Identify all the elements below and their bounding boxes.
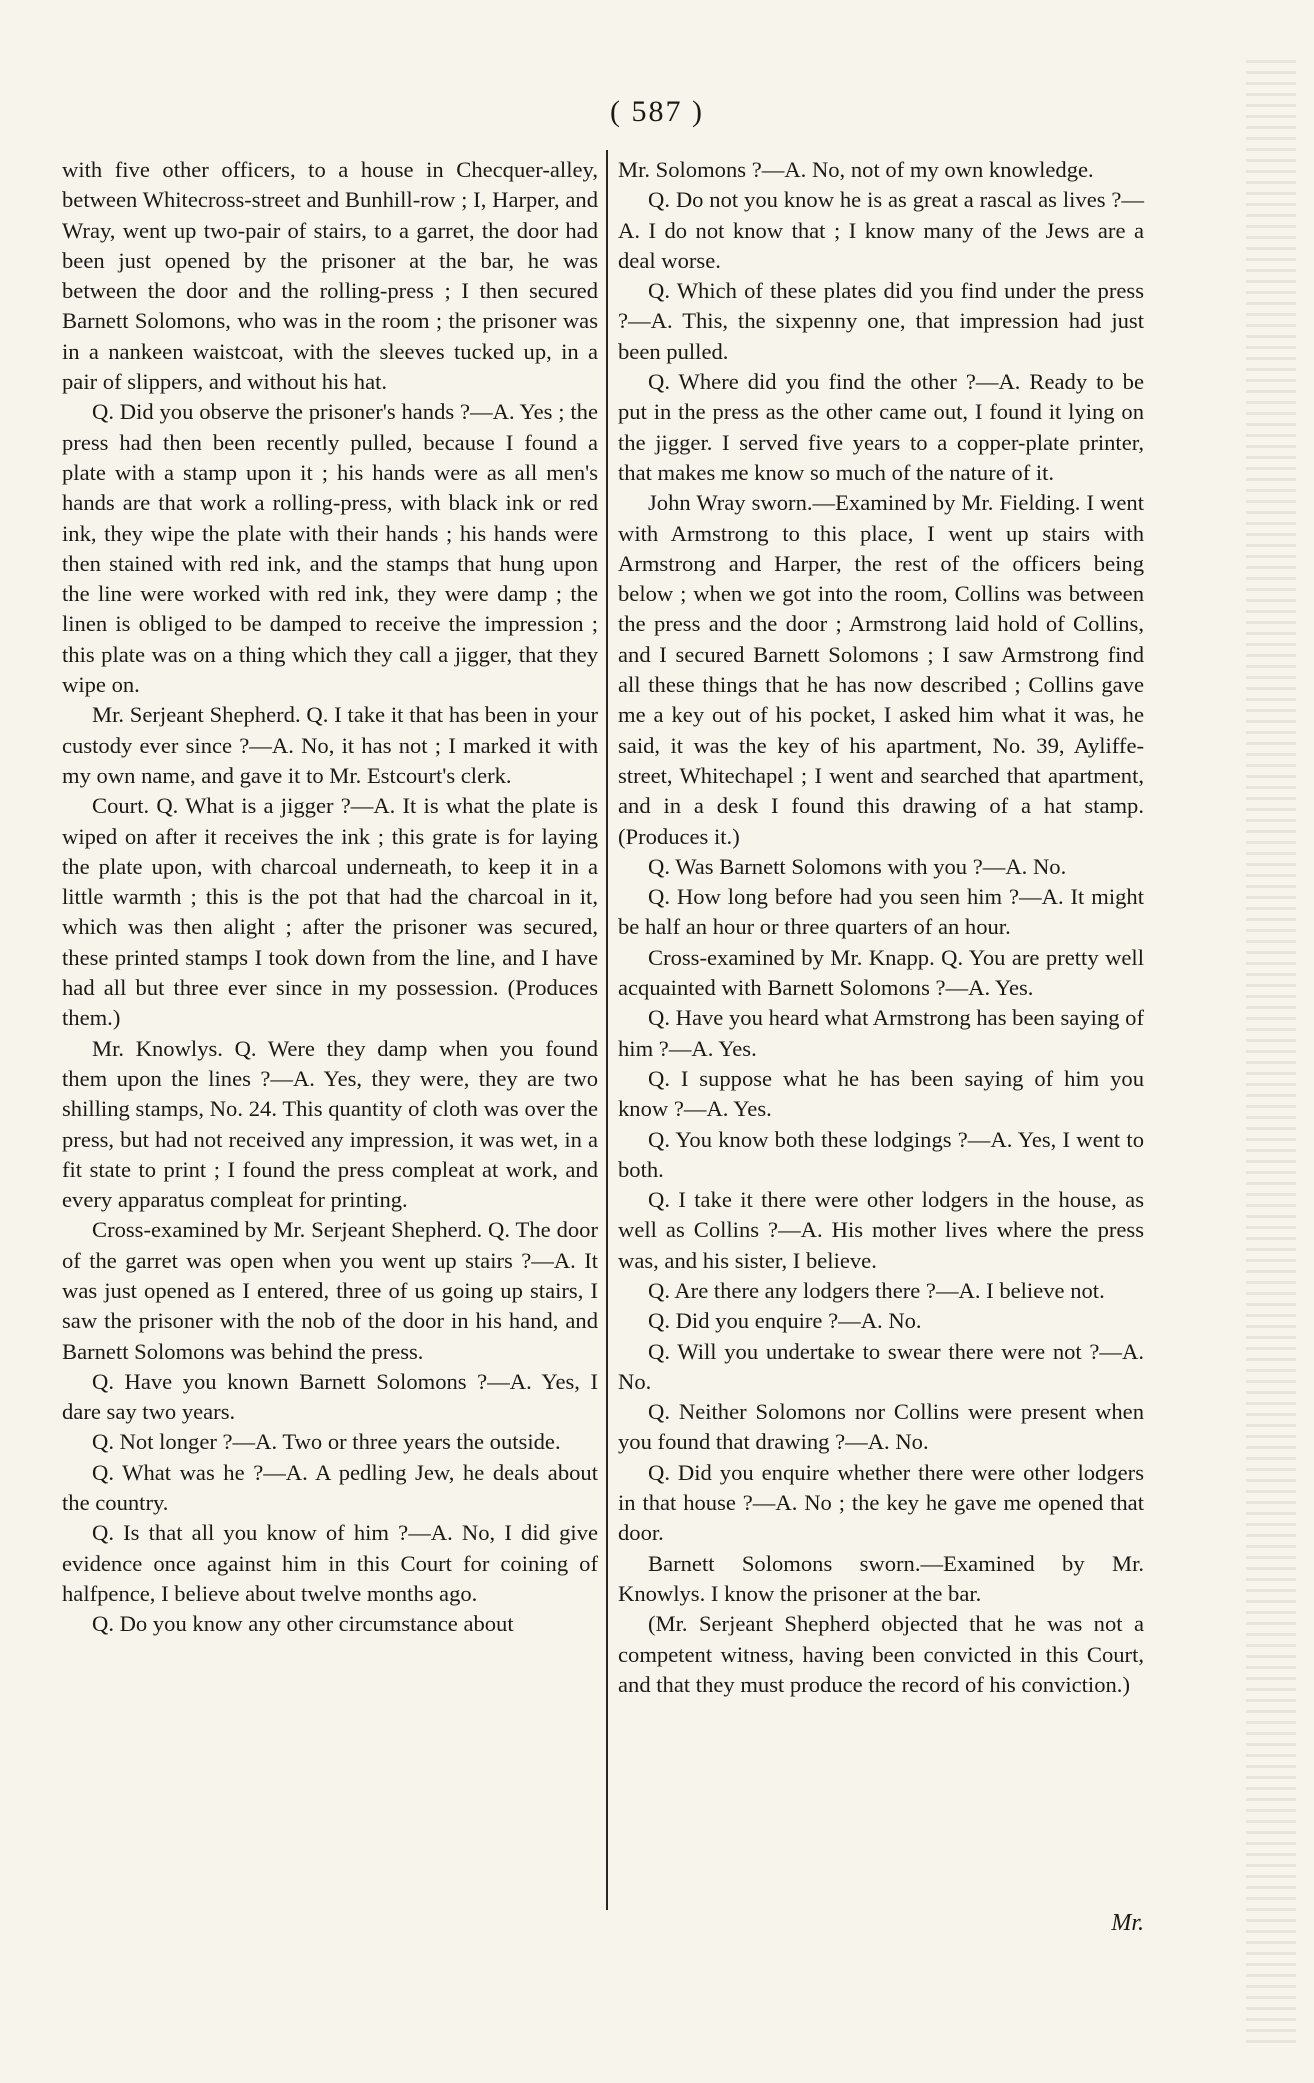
paragraph: Q. Not longer ?—A. Two or three years the outside. (92, 1429, 561, 1455)
paragraph: Q. Have you known Barnett Solomons ?—A. Yes, I dare say two years. (62, 1368, 598, 1425)
paragraph: Q. How long before had you seen him ?—A. It might be half an hour or three quarters of an hour. (618, 884, 1144, 940)
paragraph: Q. Which of these plates did you find under the press ?—A. This, the sixpenny one, that impression had just been pulled. (618, 278, 1144, 364)
paragraph: Q. You know both these lodgings ?—A. Yes, I went to both. (618, 1126, 1144, 1182)
paragraph: Q. Will you undertake to swear there were not ?—A. No. (618, 1338, 1144, 1394)
right-column (618, 155, 1144, 1700)
column-divider (606, 150, 608, 1910)
paragraph: Mr. Knowlys. Q. Were they damp when you found them upon the lines ?—A. Yes, they were, they are two shilling stamps, No. 24. This quantity of cloth was over the press, but had not received any impression, it was wet, in a fit state to print ; I found the press compleat at work, and every apparatus compleat for printing. (62, 1035, 598, 1213)
paragraph: Court. Q. What is a jigger ?—A. It is what the plate is wiped on after it receives the ink ; this grate is for laying the plate upon, with charcoal underneath, to keep it in a little warmth ; this is the pot that had the charcoal in it, which was then alight ; after the prisoner was secured, these printed stamps I took down from the line, and I have had all but three ever since in my possession. (Produces them.) (62, 793, 598, 1031)
paragraph: Q. Neither Solomons nor Collins were present when you found that drawing ?—A. No. (618, 1399, 1144, 1455)
paragraph: with five other officers, to a house in Checquer-alley, between Whitecross-street and Bunhill-row ; I, Harper, and Wray, went up two-pair of stairs, to a garret, the door had been just opened by the prisoner at the bar, he was between the door and the rolling-press ; I then secured Barnett Solomons, who was in the room ; the prisoner was in a nankeen waistcoat, with the sleeves tucked up, in a pair of slippers, and without his hat. (62, 157, 598, 395)
paragraph: Mr. Solomons ?—A. No, not of my own knowledge. (618, 157, 1094, 182)
paragraph: Q. Is that all you know of him ?—A. No, I did give evidence once against him in this Court for coining of halfpence, I believe about twelve months ago. (62, 1520, 598, 1606)
page-number: ( 587 ) (610, 95, 704, 128)
paragraph: Cross-examined by Mr. Serjeant Shepherd. Q. The door of the garret was open when you went up stairs ?—A. It was just opened as I entered, three of us going up stairs, I saw the prisoner with the nob of the door in his hand, and Barnett Solomons was behind the press. (62, 1217, 598, 1364)
paragraph: John Wray sworn.—Examined by Mr. Fielding. I went with Armstrong to this place, I went up stairs with Armstrong and Harper, the rest of the officers being below ; when we got into the room, Collins was between the press and the door ; Armstrong laid hold of Collins, and I secured Barnett Solomons ; I saw Armstrong find all these things that he has now described ; Collins gave me a key out of his pocket, I asked him what it was, he said, it was the key of his apartment, No. 39, Ayliffe-street, Whitechapel ; I went and searched that apartment, and in a desk I found this drawing of a hat stamp. (Produces it.) (618, 490, 1144, 849)
paragraph: Q. I suppose what he has been saying of him you know ?—A. Yes. (618, 1065, 1144, 1122)
paragraph: Q. Do you know any other circumstance about (92, 1611, 514, 1637)
paragraph: Q. Did you enquire whether there were other lodgers in that house ?—A. No ; the key he gave me opened that door. (618, 1459, 1144, 1546)
paragraph: Q. Do not you know he is as great a rascal as lives ?—A. I do not know that ; I know many of the Jews are a deal worse. (618, 187, 1144, 273)
paragraph: Barnett Solomons sworn.—Examined by Mr. Knowlys. I know the prisoner at the bar. (618, 1550, 1144, 1606)
paragraph: Cross-examined by Mr. Knapp. Q. You are pretty well acquainted with Barnett Solomons ?—A. Yes. (618, 944, 1144, 1001)
paragraph: (Mr. Serjeant Shepherd objected that he was not a competent witness, having been convicted in this Court, and that they must produce the record of his conviction.) (618, 1611, 1144, 1697)
paragraph: Q. Did you enquire ?—A. No. (648, 1308, 922, 1334)
paragraph: Q. Did you observe the prisoner's hands ?—A. Yes ; the press had then been recently pulled, because I found a plate with a stamp upon it ; his hands were as all men's hands are that work a rolling-press, with black ink or red ink, they wipe the plate with their hands ; his hands were then stained with red ink, and the stamps that hung upon the line were worked with red ink, they were damp ; the linen is obliged to be damped to receive the impression ; this plate was on a thing which they call a jigger, that they wipe on. (62, 399, 598, 698)
catchword: Mr. (1111, 1910, 1144, 1936)
paragraph: Q. What was he ?—A. A pedling Jew, he deals about the country. (62, 1459, 598, 1516)
paragraph: Q. Are there any lodgers there ?—A. I believe not. (648, 1277, 1105, 1303)
left-column (62, 155, 598, 1640)
paragraph: Q. I take it there were other lodgers in the house, as well as Collins ?—A. His mother lives where the press was, and his sister, I believe. (618, 1187, 1144, 1273)
paragraph: Mr. Serjeant Shepherd. Q. I take it that has been in your custody ever since ?—A. No, it has not ; I marked it with my own name, and gave it to Mr. Estcourt's clerk. (62, 702, 598, 788)
paragraph: Q. Have you heard what Armstrong has been saying of him ?—A. Yes. (618, 1005, 1144, 1061)
paragraph: Q. Where did you find the other ?—A. Ready to be put in the press as the other came out, I found it lying on the jigger. I served five years to a copper-plate printer, that makes me know so much of the nature of it. (618, 369, 1144, 485)
paragraph: Q. Was Barnett Solomons with you ?—A. No. (648, 853, 1067, 879)
page-edge-shadow (1246, 60, 1296, 2050)
